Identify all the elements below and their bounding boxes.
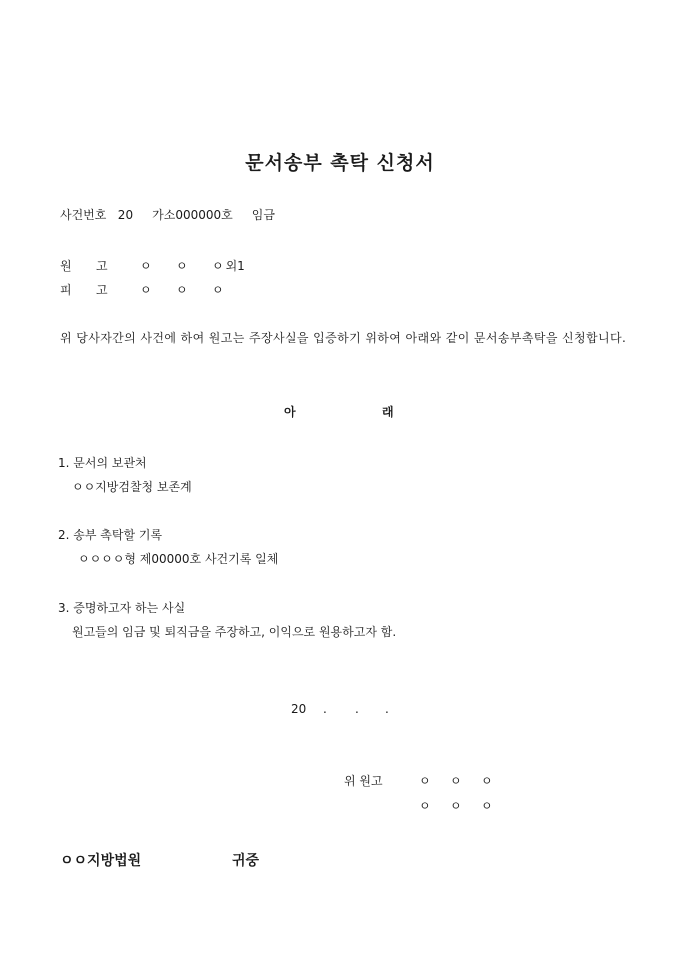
party-name-char: ㅇ <box>212 259 224 273</box>
signature-row <box>419 798 512 814</box>
party-name-char: ㅇ <box>212 283 224 297</box>
heading-right: 래 <box>382 405 394 419</box>
court-suffix: 귀중 <box>232 853 260 869</box>
party-name-char: ㅇ <box>176 259 188 273</box>
date-separator: . <box>355 702 359 716</box>
party-label: 고 <box>96 259 108 273</box>
signature-char: ㅇ <box>450 774 462 788</box>
item-title: 1. 문서의 보관처 <box>58 456 147 470</box>
date-year: 20 <box>291 702 307 716</box>
case-number: 사건번호 20 가소000000호 임금 <box>60 208 275 222</box>
party-row-defendant <box>60 282 224 298</box>
party-label: 고 <box>96 283 108 297</box>
party-label: 피 <box>60 283 72 297</box>
date-separator: . <box>323 702 327 716</box>
party-row-plaintiff <box>60 258 245 274</box>
party-name-char: ㅇ <box>140 259 152 273</box>
signature-label: 위 원고 <box>344 774 383 788</box>
signature-char: ㅇ <box>481 774 493 788</box>
court-name: ㅇㅇ지방법원 <box>60 853 142 869</box>
item-detail: 원고들의 임금 및 퇴직금을 주장하고, 이익으로 원용하고자 함. <box>72 625 397 639</box>
signature-char: ㅇ <box>450 799 462 813</box>
body-paragraph: 위 당사자간의 사건에 하여 원고는 주장사실을 입증하기 위하여 아래와 같이 문서송부촉탁을 신청합니다. <box>60 331 627 345</box>
party-name-char: ㅇ <box>176 283 188 297</box>
item-title: 2. 송부 촉탁할 기록 <box>58 528 163 542</box>
signature-char: ㅇ <box>481 799 493 813</box>
item-detail: ㅇㅇㅇㅇ형 제00000호 사건기록 일체 <box>78 552 279 566</box>
date-separator: . <box>385 702 389 716</box>
signature-row <box>419 773 512 789</box>
signature-char: ㅇ <box>419 799 431 813</box>
date-line <box>291 701 389 717</box>
item-detail: ㅇㅇ지방검찰청 보존계 <box>72 480 192 494</box>
signature-char: ㅇ <box>419 774 431 788</box>
party-label: 원 <box>60 259 72 273</box>
heading-left: 아 <box>284 405 296 419</box>
item-title: 3. 증명하고자 하는 사실 <box>58 601 186 615</box>
party-extra: 외1 <box>225 259 245 273</box>
document-title: 문서송부 촉탁 신청서 <box>245 152 435 174</box>
party-name-char: ㅇ <box>140 283 152 297</box>
